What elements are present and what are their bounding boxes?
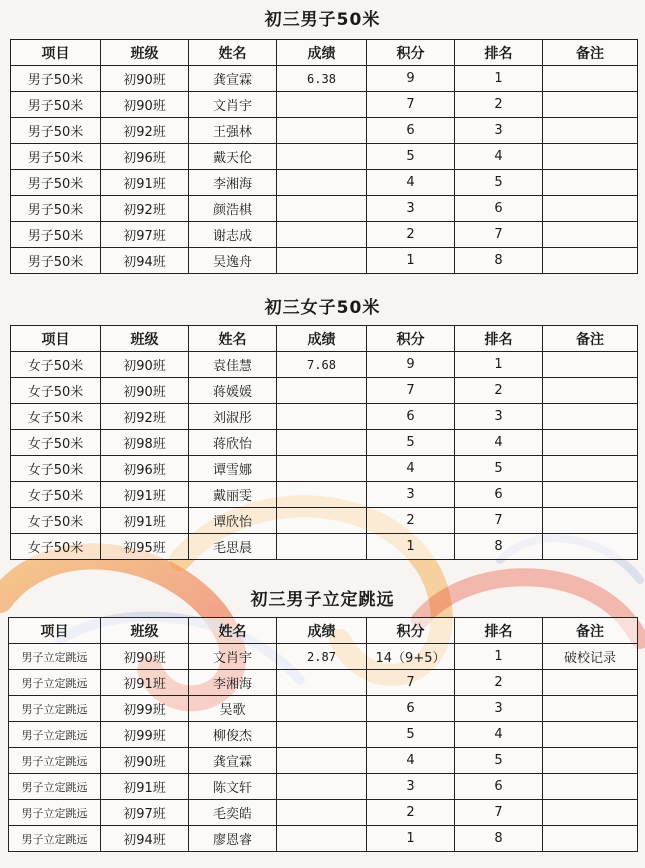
- cell-rank: 1: [455, 66, 543, 92]
- cell-item: 女子50米: [11, 456, 101, 482]
- cell-rank: 4: [455, 144, 543, 170]
- cell-item: 女子50米: [11, 482, 101, 508]
- table-row: [11, 196, 638, 222]
- header-score: 成绩: [277, 618, 367, 644]
- header-points: 积分: [367, 618, 455, 644]
- cell-name: 吴歌: [189, 696, 277, 722]
- cell-rank: 3: [455, 696, 543, 722]
- cell-item: 男子50米: [11, 118, 101, 144]
- cell-class: 初92班: [101, 196, 189, 222]
- cell-score: [277, 534, 367, 560]
- cell-rank: 7: [455, 508, 543, 534]
- cell-points: 9: [367, 66, 455, 92]
- cell-rank: 1: [455, 644, 543, 670]
- cell-rank: 7: [455, 800, 543, 826]
- table-row: [11, 508, 638, 534]
- table-row: [9, 670, 638, 696]
- cell-class: 初90班: [101, 66, 189, 92]
- cell-score: [277, 404, 367, 430]
- cell-points: 6: [367, 696, 455, 722]
- cell-remark: [543, 670, 638, 696]
- cell-class: 初90班: [101, 352, 189, 378]
- cell-class: 初95班: [101, 534, 189, 560]
- cell-points: 7: [367, 92, 455, 118]
- cell-remark: [543, 722, 638, 748]
- cell-remark: [543, 92, 638, 118]
- cell-class: 初99班: [101, 722, 189, 748]
- cell-name: 毛奕皓: [189, 800, 277, 826]
- cell-class: 初90班: [101, 748, 189, 774]
- cell-points: 14（9+5）: [367, 644, 455, 670]
- cell-class: 初92班: [101, 118, 189, 144]
- cell-name: 李湘海: [189, 670, 277, 696]
- cell-rank: 1: [455, 352, 543, 378]
- header-rank: 排名: [455, 40, 543, 66]
- cell-name: 戴天伦: [189, 144, 277, 170]
- cell-rank: 3: [455, 118, 543, 144]
- cell-rank: 6: [455, 482, 543, 508]
- table-header-row: [9, 618, 638, 644]
- cell-points: 2: [367, 800, 455, 826]
- cell-remark: [543, 774, 638, 800]
- cell-rank: 2: [455, 378, 543, 404]
- cell-name: 龚宣霖: [189, 66, 277, 92]
- table-header-row: [11, 326, 638, 352]
- header-points: 积分: [367, 326, 455, 352]
- cell-score: [277, 508, 367, 534]
- cell-remark: [543, 456, 638, 482]
- cell-item: 男子50米: [11, 222, 101, 248]
- cell-item: 男子50米: [11, 248, 101, 274]
- cell-item: 男子立定跳远: [9, 748, 101, 774]
- table-row: [11, 456, 638, 482]
- cell-class: 初90班: [101, 644, 189, 670]
- table-row: [11, 404, 638, 430]
- table-row: [9, 696, 638, 722]
- cell-points: 3: [367, 774, 455, 800]
- cell-points: 2: [367, 222, 455, 248]
- cell-points: 4: [367, 170, 455, 196]
- results-table-boys-long-jump: [8, 617, 638, 852]
- header-class: 班级: [101, 618, 189, 644]
- cell-points: 9: [367, 352, 455, 378]
- cell-item: 男子50米: [11, 196, 101, 222]
- cell-item: 女子50米: [11, 508, 101, 534]
- table-row: [11, 222, 638, 248]
- header-name: 姓名: [189, 326, 277, 352]
- cell-name: 王强林: [189, 118, 277, 144]
- cell-remark: [543, 378, 638, 404]
- cell-name: 文肖宇: [189, 644, 277, 670]
- cell-class: 初94班: [101, 248, 189, 274]
- cell-remark: [543, 196, 638, 222]
- cell-item: 女子50米: [11, 404, 101, 430]
- cell-score: 7.68: [277, 352, 367, 378]
- cell-remark: [543, 534, 638, 560]
- table-row: [11, 248, 638, 274]
- cell-name: 蒋欣怡: [189, 430, 277, 456]
- cell-item: 男子立定跳远: [9, 800, 101, 826]
- cell-score: [277, 800, 367, 826]
- table-row: [9, 722, 638, 748]
- cell-item: 男子立定跳远: [9, 644, 101, 670]
- table-row: [9, 748, 638, 774]
- table-row: [11, 118, 638, 144]
- section-girls-50m: [0, 296, 645, 320]
- cell-class: 初94班: [101, 826, 189, 852]
- cell-points: 7: [367, 670, 455, 696]
- cell-points: 1: [367, 248, 455, 274]
- table-row: [9, 800, 638, 826]
- cell-item: 女子50米: [11, 378, 101, 404]
- header-score: 成绩: [277, 40, 367, 66]
- cell-points: 4: [367, 456, 455, 482]
- cell-rank: 2: [455, 92, 543, 118]
- table-row: [9, 826, 638, 852]
- cell-remark: [543, 800, 638, 826]
- cell-remark: [543, 508, 638, 534]
- cell-remark: [543, 404, 638, 430]
- cell-class: 初97班: [101, 222, 189, 248]
- header-rank: 排名: [455, 326, 543, 352]
- table-row: [11, 92, 638, 118]
- cell-rank: 2: [455, 670, 543, 696]
- cell-score: [277, 774, 367, 800]
- header-item: 项目: [11, 326, 101, 352]
- cell-item: 男子立定跳远: [9, 670, 101, 696]
- cell-class: 初90班: [101, 92, 189, 118]
- cell-class: 初92班: [101, 404, 189, 430]
- cell-score: [277, 92, 367, 118]
- table-row: [11, 534, 638, 560]
- cell-item: 男子立定跳远: [9, 722, 101, 748]
- header-name: 姓名: [189, 40, 277, 66]
- header-item: 项目: [9, 618, 101, 644]
- cell-points: 3: [367, 196, 455, 222]
- header-item: 项目: [11, 40, 101, 66]
- cell-score: [277, 748, 367, 774]
- cell-class: 初96班: [101, 144, 189, 170]
- table-row: [11, 170, 638, 196]
- table-row: [11, 66, 638, 92]
- cell-score: [277, 430, 367, 456]
- cell-item: 男子50米: [11, 170, 101, 196]
- cell-class: 初91班: [101, 482, 189, 508]
- cell-points: 4: [367, 748, 455, 774]
- header-rank: 排名: [455, 618, 543, 644]
- table-header-row: [11, 40, 638, 66]
- section-title: 初三男子50米: [264, 10, 381, 30]
- cell-points: 6: [367, 404, 455, 430]
- cell-name: 颜浩棋: [189, 196, 277, 222]
- cell-rank: 5: [455, 456, 543, 482]
- cell-rank: 4: [455, 722, 543, 748]
- cell-name: 蒋媛媛: [189, 378, 277, 404]
- cell-class: 初91班: [101, 170, 189, 196]
- cell-remark: [543, 352, 638, 378]
- header-score: 成绩: [277, 326, 367, 352]
- cell-class: 初99班: [101, 696, 189, 722]
- cell-remark: [543, 748, 638, 774]
- section-boys-50m: [0, 8, 645, 32]
- cell-name: 袁佳慧: [189, 352, 277, 378]
- cell-class: 初96班: [101, 456, 189, 482]
- cell-rank: 6: [455, 196, 543, 222]
- cell-rank: 8: [455, 248, 543, 274]
- section-title: 初三男子立定跳远: [250, 590, 395, 610]
- table-row: [11, 144, 638, 170]
- cell-remark: [543, 248, 638, 274]
- cell-name: 龚宣霖: [189, 748, 277, 774]
- cell-rank: 4: [455, 430, 543, 456]
- cell-remark: [543, 170, 638, 196]
- header-class: 班级: [101, 326, 189, 352]
- cell-score: [277, 482, 367, 508]
- table-row: [9, 644, 638, 670]
- cell-score: [277, 170, 367, 196]
- cell-remark: [543, 826, 638, 852]
- cell-item: 男子立定跳远: [9, 774, 101, 800]
- cell-points: 7: [367, 378, 455, 404]
- table-row: [11, 430, 638, 456]
- cell-rank: 3: [455, 404, 543, 430]
- results-table-boys-50m: [10, 39, 638, 274]
- cell-score: [277, 222, 367, 248]
- cell-name: 吴逸舟: [189, 248, 277, 274]
- cell-points: 2: [367, 508, 455, 534]
- cell-class: 初91班: [101, 670, 189, 696]
- cell-points: 5: [367, 144, 455, 170]
- cell-score: [277, 826, 367, 852]
- cell-name: 毛思晨: [189, 534, 277, 560]
- cell-class: 初98班: [101, 430, 189, 456]
- cell-rank: 7: [455, 222, 543, 248]
- table-row: [11, 378, 638, 404]
- cell-name: 谢志成: [189, 222, 277, 248]
- cell-score: [277, 722, 367, 748]
- cell-remark: [543, 696, 638, 722]
- cell-class: 初91班: [101, 508, 189, 534]
- cell-item: 女子50米: [11, 534, 101, 560]
- cell-remark: [543, 222, 638, 248]
- cell-score: 2.87: [277, 644, 367, 670]
- header-points: 积分: [367, 40, 455, 66]
- cell-remark: [543, 118, 638, 144]
- cell-rank: 5: [455, 170, 543, 196]
- cell-item: 男子50米: [11, 66, 101, 92]
- cell-name: 谭欣怡: [189, 508, 277, 534]
- cell-rank: 8: [455, 826, 543, 852]
- cell-name: 戴丽雯: [189, 482, 277, 508]
- cell-score: [277, 196, 367, 222]
- cell-score: 6.38: [277, 66, 367, 92]
- cell-score: [277, 696, 367, 722]
- cell-points: 1: [367, 826, 455, 852]
- cell-score: [277, 456, 367, 482]
- header-remark: 备注: [543, 618, 638, 644]
- cell-remark: 破校记录: [543, 644, 638, 670]
- cell-points: 3: [367, 482, 455, 508]
- cell-class: 初91班: [101, 774, 189, 800]
- header-class: 班级: [101, 40, 189, 66]
- cell-score: [277, 248, 367, 274]
- cell-rank: 8: [455, 534, 543, 560]
- header-remark: 备注: [543, 326, 638, 352]
- table-row: [11, 482, 638, 508]
- cell-name: 李湘海: [189, 170, 277, 196]
- cell-remark: [543, 482, 638, 508]
- cell-score: [277, 670, 367, 696]
- cell-points: 6: [367, 118, 455, 144]
- cell-item: 女子50米: [11, 430, 101, 456]
- header-remark: 备注: [543, 40, 638, 66]
- cell-score: [277, 378, 367, 404]
- header-name: 姓名: [189, 618, 277, 644]
- table-row: [9, 774, 638, 800]
- cell-name: 谭雪娜: [189, 456, 277, 482]
- section-title: 初三女子50米: [264, 298, 381, 318]
- cell-points: 1: [367, 534, 455, 560]
- cell-remark: [543, 66, 638, 92]
- cell-class: 初90班: [101, 378, 189, 404]
- cell-item: 男子50米: [11, 92, 101, 118]
- cell-name: 刘淑彤: [189, 404, 277, 430]
- cell-name: 文肖宇: [189, 92, 277, 118]
- cell-item: 男子立定跳远: [9, 826, 101, 852]
- cell-name: 柳俊杰: [189, 722, 277, 748]
- cell-remark: [543, 144, 638, 170]
- cell-rank: 6: [455, 774, 543, 800]
- cell-item: 男子立定跳远: [9, 696, 101, 722]
- cell-class: 初97班: [101, 800, 189, 826]
- cell-points: 5: [367, 430, 455, 456]
- results-table-girls-50m: [10, 325, 638, 560]
- cell-rank: 5: [455, 748, 543, 774]
- cell-name: 陈文轩: [189, 774, 277, 800]
- cell-item: 女子50米: [11, 352, 101, 378]
- cell-score: [277, 118, 367, 144]
- section-boys-standing-long-jump: [0, 588, 645, 612]
- cell-remark: [543, 430, 638, 456]
- cell-score: [277, 144, 367, 170]
- cell-item: 男子50米: [11, 144, 101, 170]
- table-row: [11, 352, 638, 378]
- cell-points: 5: [367, 722, 455, 748]
- cell-name: 廖恩睿: [189, 826, 277, 852]
